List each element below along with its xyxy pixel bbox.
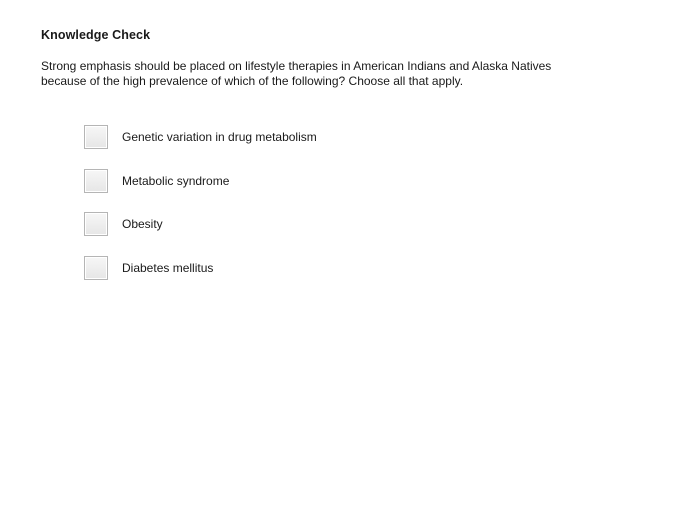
option-checkbox[interactable] <box>84 212 108 236</box>
option-checkbox[interactable] <box>84 256 108 280</box>
question-line-1: Strong emphasis should be placed on lifestyle therapies in American Indians and Alaska Natives <box>41 59 552 73</box>
option-label[interactable]: Obesity <box>122 217 163 231</box>
option-label[interactable]: Diabetes mellitus <box>122 260 214 275</box>
option-checkbox[interactable] <box>84 169 108 193</box>
slide-title: Knowledge Check <box>41 28 151 42</box>
question-line-2: because of the high prevalence of which of the following? Choose all that apply. <box>41 74 464 88</box>
option-checkbox[interactable] <box>84 125 108 149</box>
option-label[interactable]: Metabolic syndrome <box>122 173 230 188</box>
question-text <box>41 59 601 89</box>
option-label[interactable]: Genetic variation in drug metabolism <box>122 130 317 144</box>
